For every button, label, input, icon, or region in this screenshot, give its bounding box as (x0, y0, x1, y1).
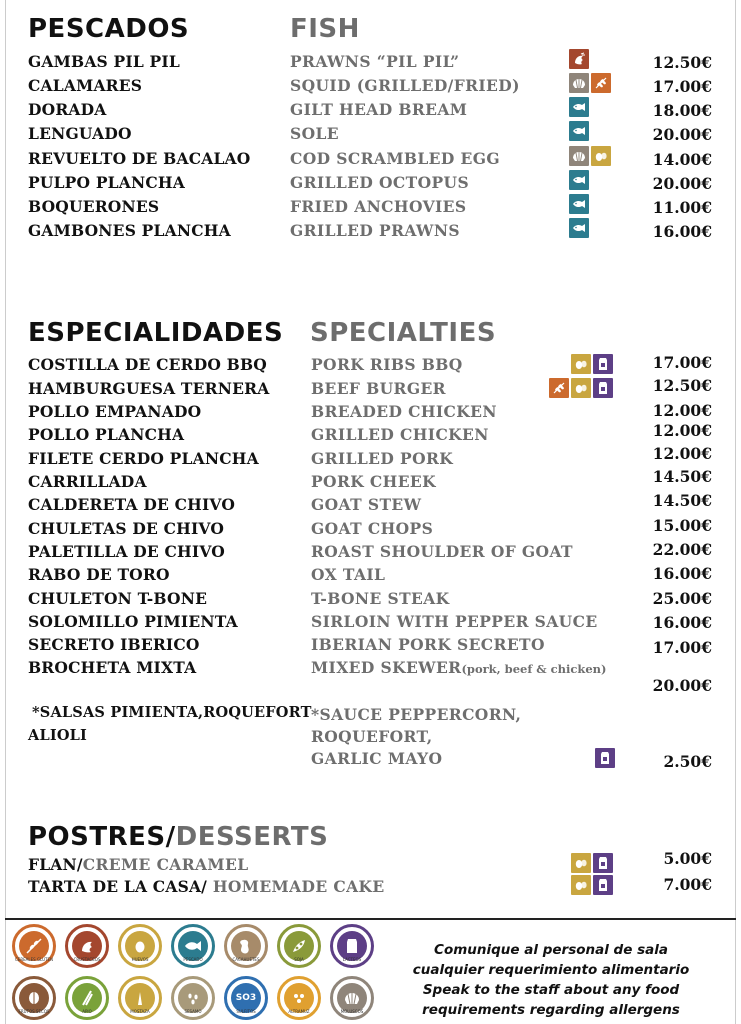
special-item-price: 16.00€ (652, 564, 712, 583)
fish-item-en: FRIED ANCHOVIES (290, 197, 467, 216)
milk-icon (593, 378, 613, 398)
fish-item-allergens (569, 73, 611, 93)
special-item-es: POLLO EMPANADO (28, 402, 202, 421)
fish-icon (569, 121, 589, 141)
special-item-allergens (571, 354, 613, 374)
special-item-price: 17.00€ (652, 638, 712, 657)
desserts-title-es: POSTRES/ (28, 822, 176, 852)
fish-item-es: GAMBONES PLANCHA (28, 221, 231, 240)
fish-item-price: 16.00€ (652, 222, 712, 241)
fish-item-en: SQUID (GRILLED/FRIED) (290, 76, 520, 95)
allergen-label: FRUTOS SECOS (18, 1009, 50, 1014)
special-item-es: POLLO PLANCHA (28, 425, 185, 444)
fish-item-price: 20.00€ (652, 125, 712, 144)
skewer-en-note: (pork, beef & chicken) (461, 662, 607, 676)
fish-item-price: 14.00€ (652, 150, 712, 169)
fish-item-en: COD SCRAMBLED EGG (290, 149, 501, 168)
egg-icon-badge (118, 924, 162, 968)
fish-item-en: GILT HEAD BREAM (290, 100, 468, 119)
special-item-en: OX TAIL (311, 565, 386, 584)
fish-item-allergens (569, 121, 589, 141)
allergen-label: CRUSTACEOS (73, 957, 101, 962)
sauces-en-line1: *SAUCE PEPPERCORN, (311, 705, 522, 724)
egg-icon (571, 875, 591, 895)
specials-title-en: SPECIALTIES (310, 318, 497, 348)
milk-icon (593, 354, 613, 374)
allergen-label: MOLUSCOS (340, 1009, 364, 1014)
sauces-es-line1: *SALSAS PIMIENTA,ROQUEFORT (32, 704, 312, 721)
special-item-es: HAMBURGUESA TERNERA (28, 379, 270, 398)
crustacean-icon-badge (65, 924, 109, 968)
fish-item-price: 17.00€ (652, 77, 712, 96)
fish-item-es: CALAMARES (28, 76, 143, 95)
fish-item-allergens (569, 194, 589, 214)
special-item-price: 17.00€ (652, 353, 712, 372)
fish-item-en: PRAWNS “PIL PIL” (290, 52, 460, 71)
special-item-price: 25.00€ (652, 589, 712, 608)
skewer-en (311, 658, 607, 677)
sulphite-icon-badge (224, 976, 268, 1020)
sauces-en-line3: GARLIC MAYO (311, 749, 443, 768)
special-item-price: 14.50€ (652, 467, 712, 486)
fish-item-price: 11.00€ (652, 198, 712, 217)
special-item-en: PORK RIBS BBQ (311, 355, 463, 374)
special-item-en: BEEF BURGER (311, 379, 446, 398)
sauces-en-line2: ROQUEFORT, (311, 727, 433, 746)
egg-icon (571, 853, 591, 873)
sesame-icon-badge (171, 976, 215, 1020)
fish-item-es: DORADA (28, 100, 107, 119)
special-item-price: 12.00€ (652, 444, 712, 463)
fish-item-en: GRILLED OCTOPUS (290, 173, 470, 192)
special-item-es: CHULETAS DE CHIVO (28, 519, 225, 538)
fish-icon (569, 218, 589, 238)
fish-item-allergens (569, 218, 589, 238)
desserts-title (28, 822, 328, 852)
allergen-label: ALTRAMUZ (288, 1009, 310, 1014)
footer-divider (5, 918, 736, 920)
allergen-label: LACTEOS (342, 957, 362, 962)
sauces-es-line2: ALIOLI (28, 727, 88, 744)
nut-icon-badge (12, 976, 56, 1020)
skewer-price: 20.00€ (652, 676, 712, 695)
desserts-title-en: DESSERTS (175, 822, 329, 852)
fish-icon (569, 97, 589, 117)
special-item-allergens (549, 378, 613, 398)
fish-item-en: SOLE (290, 124, 340, 143)
sulphite-text: SO3 (235, 993, 257, 1003)
dessert-item-es: FLAN/ (28, 855, 83, 874)
gluten-icon-badge (12, 924, 56, 968)
fish-item-price: 12.50€ (652, 53, 712, 72)
special-item-en: PORK CHEEK (311, 472, 436, 491)
special-item-price: 14.50€ (652, 491, 712, 510)
allergen-label: SOJA (294, 957, 304, 962)
allergen-note (396, 940, 706, 1020)
dessert-item (28, 877, 385, 896)
dessert-item-price: 7.00€ (663, 875, 712, 894)
special-item-es: SOLOMILLO PIMIENTA (28, 612, 238, 631)
dessert-item-allergens (571, 875, 613, 895)
allergen-label: HUEVOS (131, 957, 149, 962)
special-item-en: T-BONE STEAK (311, 589, 450, 608)
special-item-es: CALDERETA DE CHIVO (28, 495, 236, 514)
fish-item-es: PULPO PLANCHA (28, 173, 185, 192)
allergen-label: SULFITOS (236, 1009, 256, 1014)
special-item-es: CHULETON T-BONE (28, 589, 208, 608)
allergen-label: APIO (82, 1009, 92, 1014)
special-item-es: FILETE CERDO PLANCHA (28, 449, 259, 468)
special-item-price: 12.00€ (652, 401, 712, 420)
special-item-en: BREADED CHICKEN (311, 402, 497, 421)
allergen-label: CACAHUETES (232, 957, 260, 962)
crustacean-icon (569, 49, 589, 69)
mollusc-icon (569, 146, 589, 166)
egg-icon (571, 354, 591, 374)
dessert-item-en: CREME CARAMEL (82, 855, 249, 874)
note-line-3: Speak to the staff about any food (422, 982, 680, 998)
fish-item-en: GRILLED PRAWNS (290, 221, 460, 240)
fish-item-price: 18.00€ (652, 101, 712, 120)
celery-icon-badge (65, 976, 109, 1020)
note-line-1: Comunique al personal de sala (434, 942, 668, 958)
note-line-2: cualquier requerimiento alimentario (412, 962, 690, 978)
fish-icon-badge (171, 924, 215, 968)
fish-item-allergens (569, 97, 589, 117)
fish-item-allergens (569, 146, 611, 166)
fish-item-allergens (569, 49, 589, 69)
specials-title-es: ESPECIALIDADES (28, 318, 284, 348)
special-item-en: ROAST SHOULDER OF GOAT (311, 542, 573, 561)
special-item-en: IBERIAN PORK SECRETO (311, 635, 545, 654)
special-item-es: CARRILLADA (28, 472, 147, 491)
special-item-en: GRILLED CHICKEN (311, 425, 489, 444)
allergen-label: SESAMO (184, 1009, 202, 1014)
special-item-price: 22.00€ (652, 540, 712, 559)
fish-item-es: LENGUADO (28, 124, 132, 143)
special-item-en: GRILLED PORK (311, 449, 454, 468)
allergen-label: PESCADO (183, 957, 203, 962)
allergen-label: MOSTAZA (130, 1009, 150, 1014)
fish-icon (569, 170, 589, 190)
mustard-icon-badge (118, 976, 162, 1020)
fish-title-es: PESCADOS (28, 14, 190, 44)
dessert-item-price: 5.00€ (663, 849, 712, 868)
special-item-price: 12.50€ (652, 376, 712, 395)
skewer-es: BROCHETA MIXTA (28, 658, 197, 677)
mollusc-icon (569, 73, 589, 93)
gluten-icon (549, 378, 569, 398)
milk-icon (593, 875, 613, 895)
skewer-en-text: MIXED SKEWER (311, 658, 462, 677)
milk-icon (595, 748, 615, 768)
milk-icon-badge (330, 924, 374, 968)
fish-item-es: BOQUERONES (28, 197, 160, 216)
egg-icon (591, 146, 611, 166)
fish-icon (569, 194, 589, 214)
special-item-es: PALETILLA DE CHIVO (28, 542, 226, 561)
special-item-en: GOAT CHOPS (311, 519, 434, 538)
fish-item-allergens (569, 170, 589, 190)
note-line-4: requirements regarding allergens (422, 1002, 680, 1018)
egg-icon (571, 378, 591, 398)
allergen-label: CEREALES GLUTEN (15, 957, 53, 962)
milk-icon (593, 853, 613, 873)
dessert-item-en: HOMEMADE CAKE (207, 877, 385, 896)
dessert-item-allergens (571, 853, 613, 873)
peanut-icon-badge (224, 924, 268, 968)
special-item-en: SIRLOIN WITH PEPPER SAUCE (311, 612, 598, 631)
fish-title-en: FISH (290, 14, 360, 44)
mollusc-icon-badge (330, 976, 374, 1020)
special-item-price: 15.00€ (652, 516, 712, 535)
special-item-es: SECRETO IBERICO (28, 635, 200, 654)
lupin-icon-badge (277, 976, 321, 1020)
fish-item-price: 20.00€ (652, 174, 712, 193)
dessert-item (28, 855, 249, 874)
dessert-item-es: TARTA DE LA CASA/ (28, 877, 208, 896)
soy-icon-badge (277, 924, 321, 968)
special-item-es: RABO DE TORO (28, 565, 170, 584)
special-item-price: 12.00€ (652, 421, 712, 440)
special-item-en: GOAT STEW (311, 495, 422, 514)
sauces-allergens (595, 748, 615, 768)
fish-item-es: GAMBAS PIL PIL (28, 52, 180, 71)
gluten-icon (591, 73, 611, 93)
special-item-price: 16.00€ (652, 613, 712, 632)
sauces-price: 2.50€ (663, 752, 712, 771)
special-item-es: COSTILLA DE CERDO BBQ (28, 355, 267, 374)
fish-item-es: REVUELTO DE BACALAO (28, 149, 251, 168)
